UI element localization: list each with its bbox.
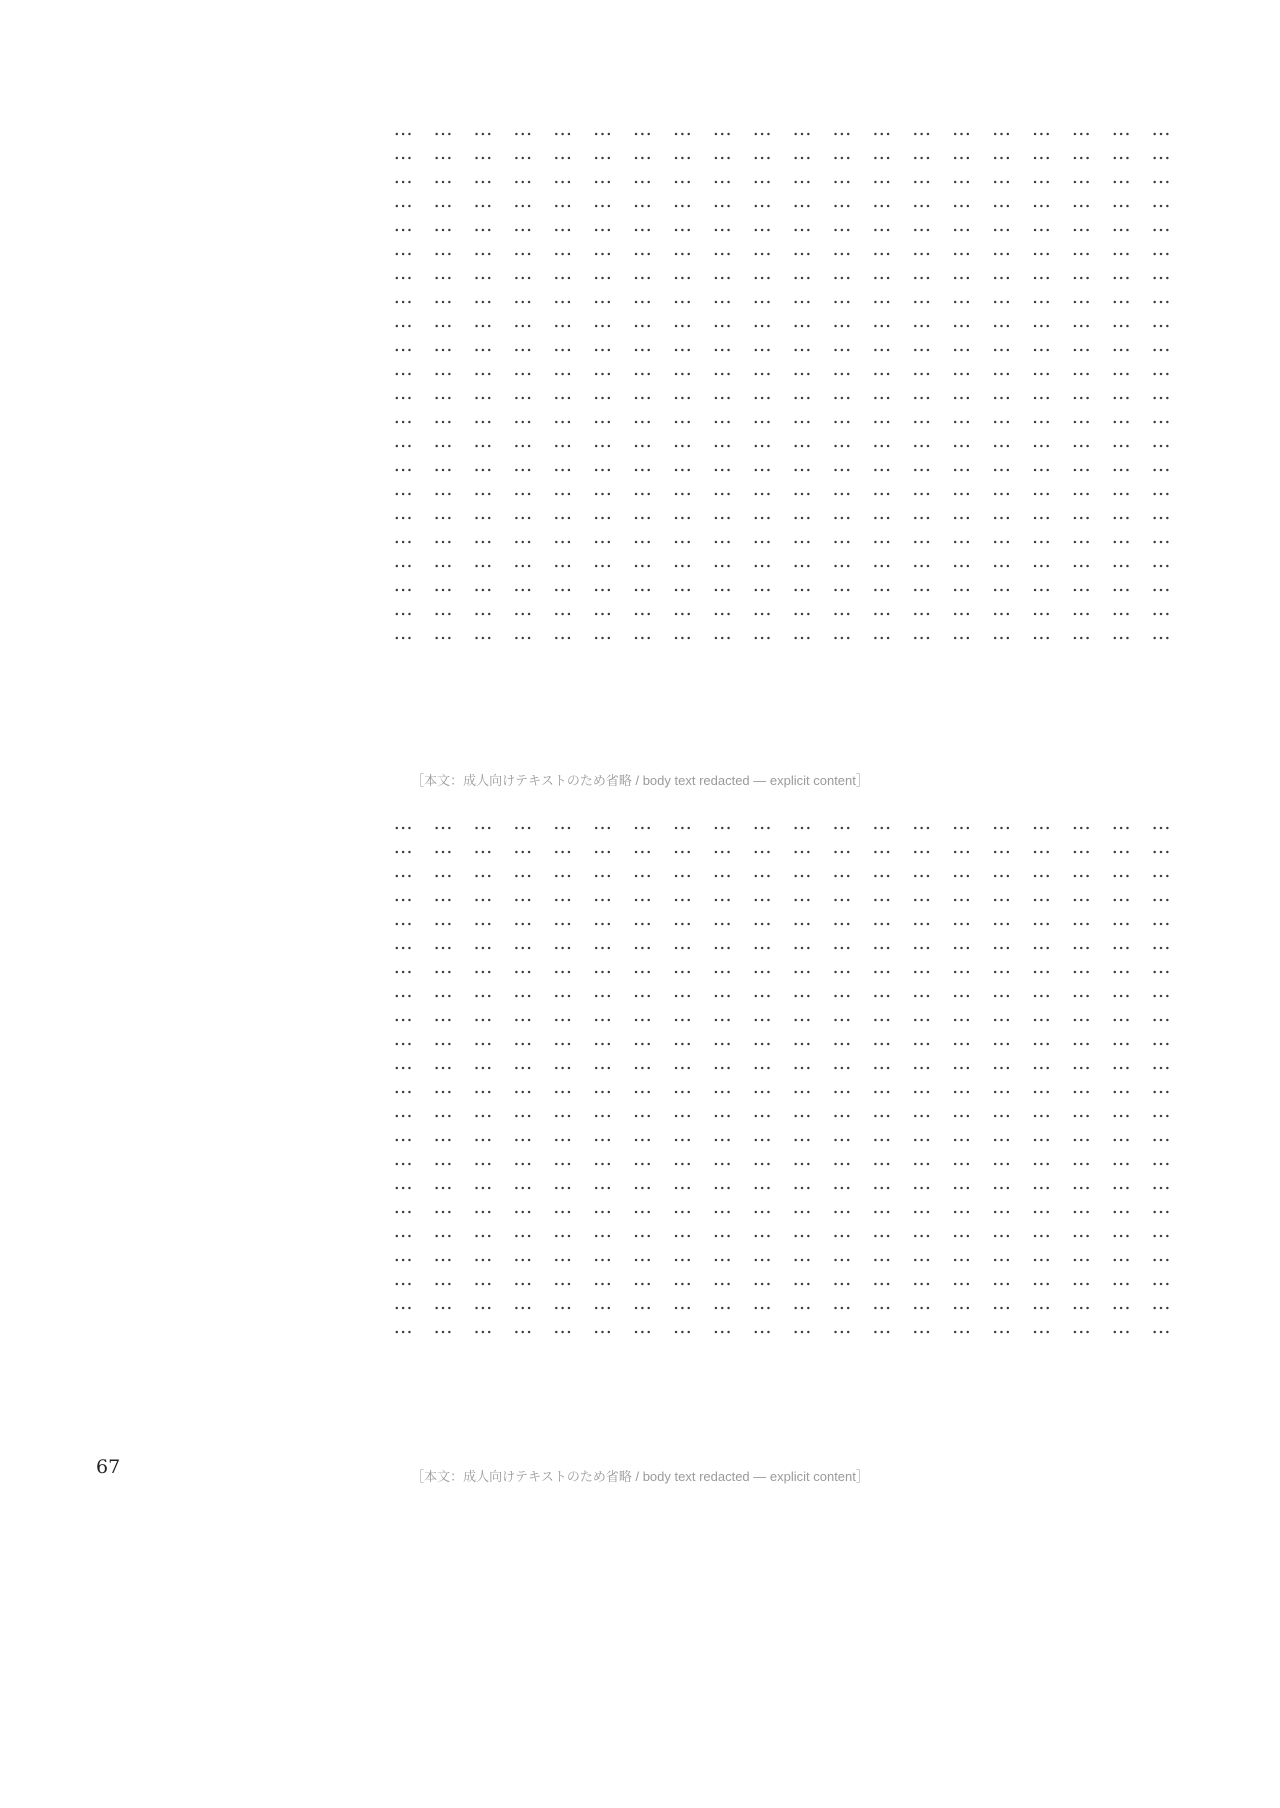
text-column: ………………………………………………………… [591, 812, 614, 1340]
text-column: ………………………………………………………… [1150, 812, 1172, 1340]
text-column: ………………………………………………………… [392, 812, 415, 1340]
text-column: ………………………………………………………… [551, 812, 574, 1340]
page-number: 67 [96, 1456, 121, 1478]
text-column: ………………………………………………………… [751, 118, 774, 646]
text-column: ………………………………………………………… [1030, 812, 1053, 1340]
text-block-top [120, 118, 1180, 783]
text-column: ………………………………………………………… [511, 812, 534, 1340]
text-column: ………………………………………………………… [1110, 812, 1133, 1340]
text-column: ………………………………………………………… [711, 812, 734, 1340]
text-column: ………………………………………………………… [870, 812, 893, 1340]
text-column: ………………………………………………………… [830, 118, 853, 646]
text-column: ………………………………………………………… [511, 118, 534, 646]
text-column: ………………………………………………………… [671, 812, 694, 1340]
text-column: ………………………………………………………… [830, 812, 853, 1340]
text-column: ………………………………………………………… [950, 812, 973, 1340]
text-column: ………………………………………………………… [790, 118, 813, 646]
text-column: ………………………………………………………… [431, 812, 454, 1340]
text-block-bottom [120, 812, 1180, 1477]
text-column: ………………………………………………………… [431, 118, 454, 646]
text-column: ………………………………………………………… [591, 118, 614, 646]
text-column: ………………………………………………………… [910, 812, 933, 1340]
text-column: ………………………………………………………… [870, 118, 893, 646]
text-column: ………………………………………………………… [1070, 812, 1093, 1340]
text-column: ………………………………………………………… [990, 812, 1013, 1340]
text-column: ………………………………………………………… [551, 118, 574, 646]
text-column: ………………………………………………………… [1150, 118, 1172, 646]
text-column: ………………………………………………………… [471, 812, 494, 1340]
text-column: ………………………………………………………… [910, 118, 933, 646]
text-column: ………………………………………………………… [671, 118, 694, 646]
text-column: ………………………………………………………… [392, 118, 415, 646]
text-column: ………………………………………………………… [950, 118, 973, 646]
text-column: ………………………………………………………… [751, 812, 774, 1340]
text-column: ………………………………………………………… [1030, 118, 1053, 646]
text-column: ………………………………………………………… [790, 812, 813, 1340]
redaction-note-bottom: ［本文：成人向けテキストのため省略 / body text redacted — explicit content］ [411, 1469, 869, 1484]
text-column: ………………………………………………………… [631, 812, 654, 1340]
text-column: ………………………………………………………… [1070, 118, 1093, 646]
text-column: ………………………………………………………… [1110, 118, 1133, 646]
text-column: ………………………………………………………… [990, 118, 1013, 646]
text-column: ………………………………………………………… [711, 118, 734, 646]
text-column: ………………………………………………………… [631, 118, 654, 646]
redaction-note-top: ［本文：成人向けテキストのため省略 / body text redacted — explicit content］ [411, 773, 869, 788]
text-column: ………………………………………………………… [471, 118, 494, 646]
